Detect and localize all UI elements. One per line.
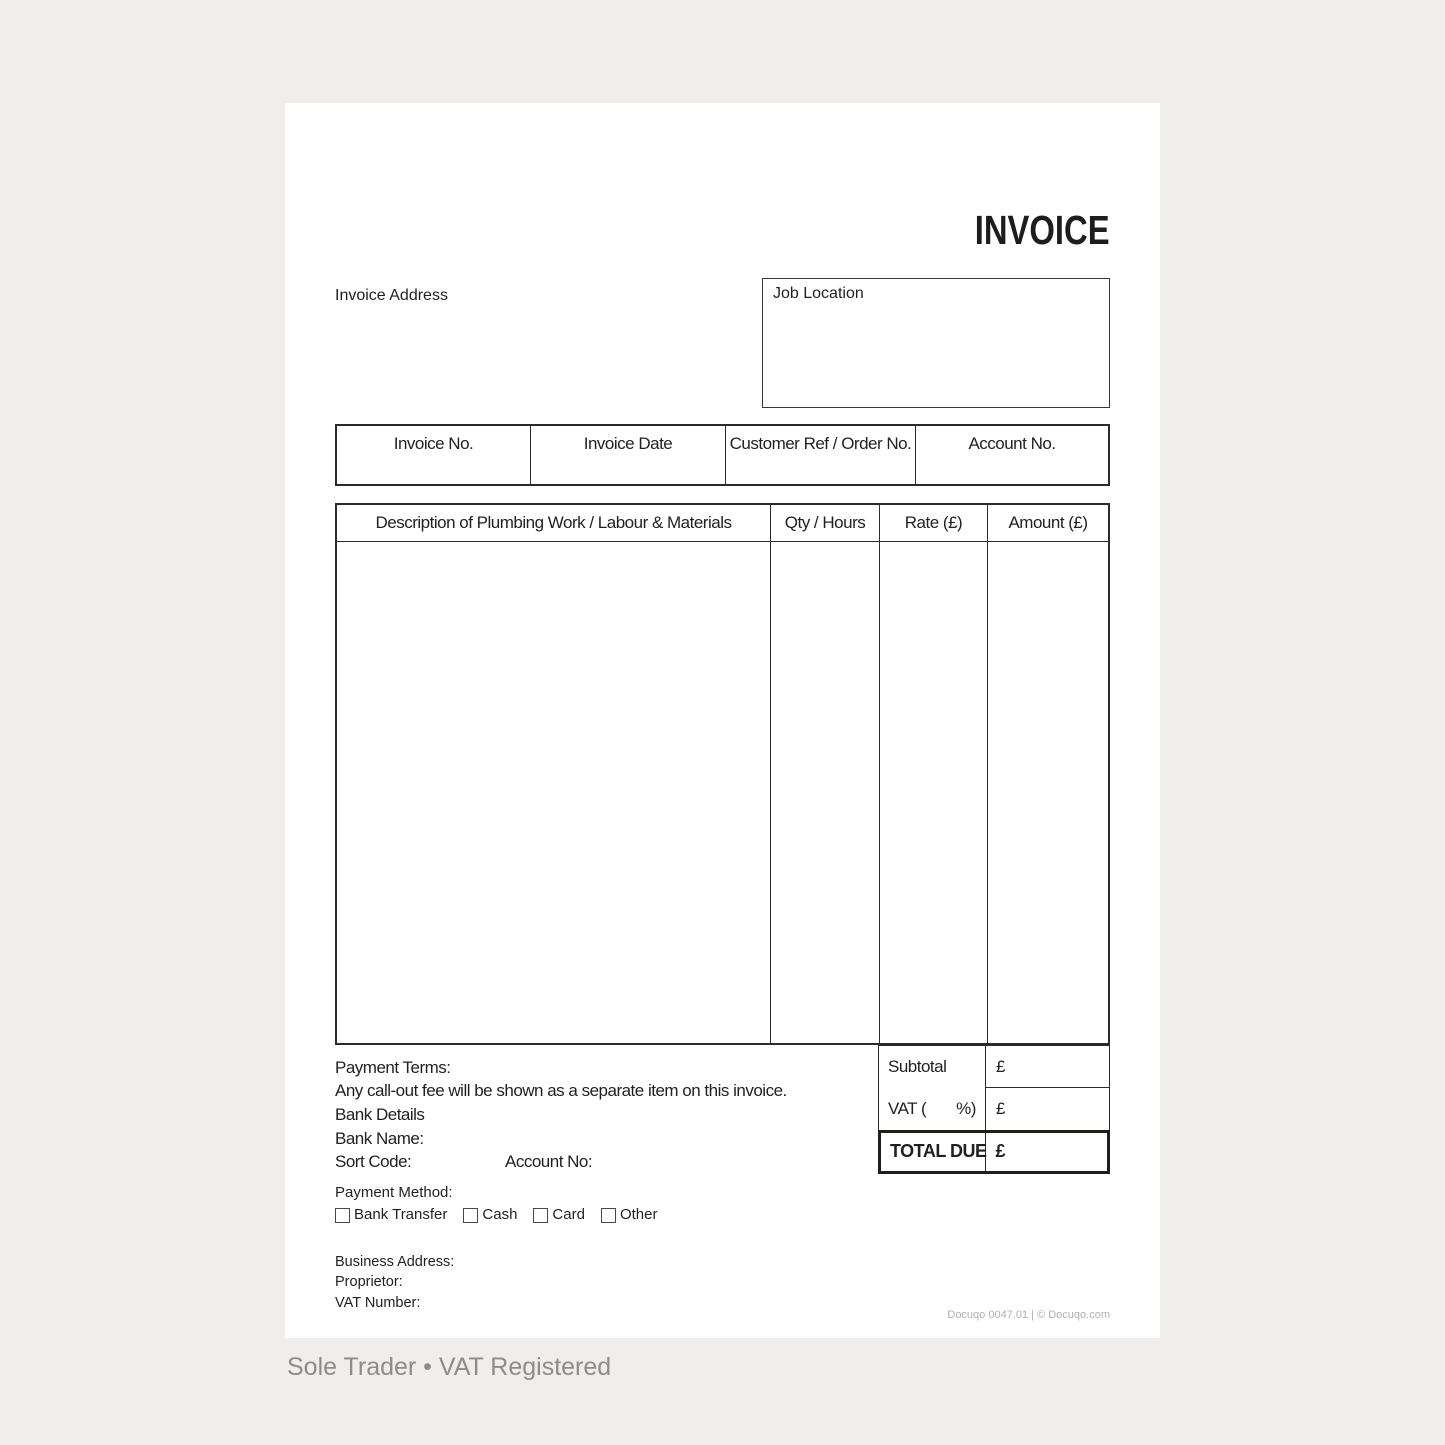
subtotal-label [879,1046,986,1088]
total-due-currency-sign: £ [995,1141,1006,1161]
job-location-label: Job Location [773,285,864,302]
payment-option-other [601,1206,658,1223]
total-due-label-text: TOTAL DUE [890,1141,987,1161]
rate-input-area[interactable] [879,542,987,1043]
account-no-cell[interactable] [915,426,1108,484]
total-due-row [878,1130,1110,1174]
amount-column-header [987,505,1108,542]
document-reference: Docuqo 0047.01 | © Docuqo.com [947,1309,1110,1321]
vat-number-label: VAT Number: [335,1295,421,1311]
sort-code-label: Sort Code: [335,1152,412,1171]
payment-option-bank-transfer [335,1206,447,1223]
payment-option-cash [463,1206,517,1223]
description-header-label: Description of Plumbing Work / Labour & Materials [375,513,732,532]
total-due-value-cell[interactable] [986,1133,1006,1171]
items-table [335,503,1110,1045]
bank-details-label: Bank Details [335,1105,425,1124]
job-location-box[interactable] [762,278,1110,408]
other-checkbox[interactable] [601,1208,616,1223]
other-label: Other [619,1206,658,1223]
vat-label-open: VAT ( [888,1099,927,1118]
qty-hours-header-label: Qty / Hours [784,513,866,532]
invoice-no-cell[interactable] [337,426,530,484]
description-input-area[interactable] [337,542,770,1043]
rate-header-label: Rate (£) [904,513,963,532]
caption-sole-trader: Sole Trader • VAT Registered [287,1353,612,1381]
cash-label: Cash [482,1206,518,1223]
account-no-bank-label: Account No: [505,1152,593,1171]
callout-fee-note: Any call-out fee will be shown as a separate item on this invoice. [335,1081,787,1100]
payment-method-label: Payment Method: [335,1184,453,1201]
qty-hours-column-header [770,505,879,542]
subtotal-currency-sign: £ [996,1056,1006,1076]
totals-box [878,1045,1110,1174]
payment-terms-label: Payment Terms: [335,1058,451,1077]
vat-currency-sign: £ [996,1099,1006,1118]
payment-option-card [533,1206,585,1223]
customer-ref-label: Customer Ref / Order No. [729,434,912,453]
payment-method-row [335,1206,657,1223]
invoice-page [285,103,1160,1338]
page-title: INVOICE [975,207,1110,253]
card-checkbox[interactable] [533,1208,548,1223]
business-address-label: Business Address: [335,1254,455,1270]
card-label: Card [552,1206,585,1223]
invoice-date-label: Invoice Date [583,434,673,453]
totals-upper [878,1045,1110,1131]
cash-checkbox[interactable] [463,1208,478,1223]
vat-value-cell[interactable] [986,1088,1109,1130]
invoice-no-label: Invoice No. [393,434,474,453]
qty-hours-input-area[interactable] [770,542,879,1043]
invoice-details-table [335,424,1110,486]
vat-label [879,1088,986,1130]
subtotal-value-cell[interactable] [986,1046,1109,1088]
account-no-label: Account No. [968,434,1056,453]
description-column-header [337,505,770,542]
vat-label-close: %) [956,1099,976,1118]
vat-rate-field[interactable] [926,1102,956,1116]
invoice-date-cell[interactable] [530,426,725,484]
amount-input-area[interactable] [987,542,1108,1043]
rate-column-header [879,505,987,542]
bank-transfer-label: Bank Transfer [354,1206,448,1223]
bank-transfer-checkbox[interactable] [335,1208,350,1223]
subtotal-label-text: Subtotal [888,1057,947,1076]
customer-ref-cell[interactable] [725,426,915,484]
amount-header-label: Amount (£) [1008,513,1088,532]
total-due-label [881,1133,986,1171]
invoice-address-label: Invoice Address [335,287,448,304]
bank-name-label: Bank Name: [335,1129,424,1148]
proprietor-label: Proprietor: [335,1274,403,1290]
